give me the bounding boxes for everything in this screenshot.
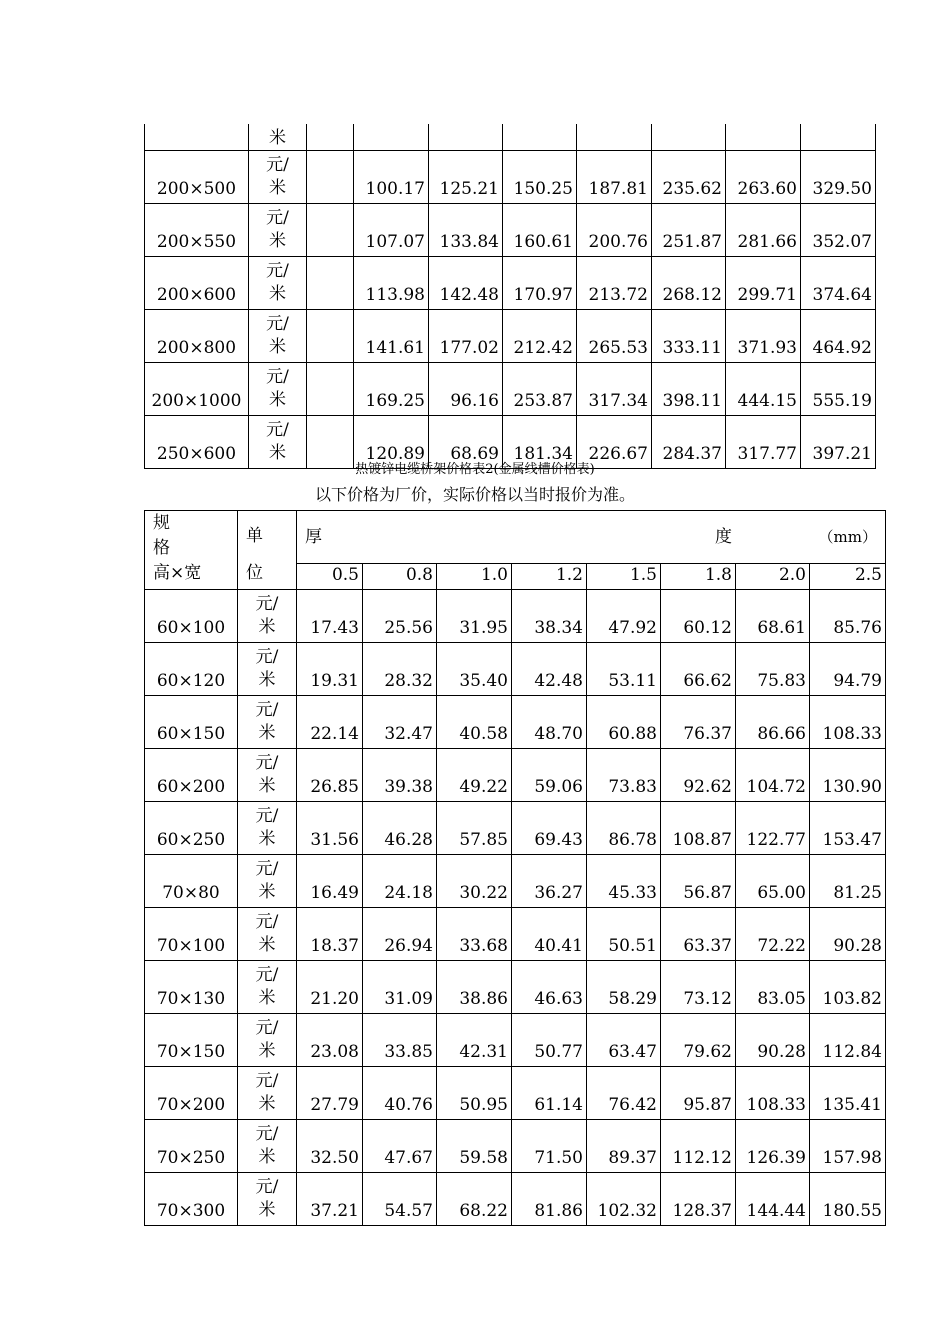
price-cell: 83.05 (736, 960, 810, 1013)
price-table-2 (144, 510, 886, 1226)
price-cell: 76.37 (661, 695, 736, 748)
unit-cell: 元/ 米 (249, 363, 307, 416)
spec-cell: 70×130 (145, 960, 238, 1013)
table-row (145, 801, 886, 854)
price-cell: 40.76 (363, 1066, 437, 1119)
price-cell: 68.61 (736, 589, 810, 642)
unit-cell: 元/ 米 (238, 642, 297, 695)
price-cell: 23.08 (297, 1013, 363, 1066)
spec-cell: 250×600 (145, 416, 249, 469)
price-cell: 28.32 (363, 642, 437, 695)
price-cell: 226.67 (577, 416, 652, 469)
table-row (145, 748, 886, 801)
unit-cell: 米 (249, 124, 307, 151)
spec-cell: 60×150 (145, 695, 238, 748)
price-cell: 63.37 (661, 907, 736, 960)
price-cell: 33.85 (363, 1013, 437, 1066)
price-cell: 58.29 (587, 960, 661, 1013)
price-cell: 46.63 (512, 960, 587, 1013)
price-cell: 60.88 (587, 695, 661, 748)
price-cell: 265.53 (577, 310, 652, 363)
price-cell: 32.50 (297, 1119, 363, 1172)
price-cell: 65.00 (736, 854, 810, 907)
empty-cell (307, 257, 354, 310)
table-row (145, 854, 886, 907)
price-cell: 92.62 (661, 748, 736, 801)
price-cell: 76.42 (587, 1066, 661, 1119)
price-cell: 81.86 (512, 1172, 587, 1225)
price-cell: 177.02 (429, 310, 503, 363)
price-cell: 26.85 (297, 748, 363, 801)
price-cell: 50.77 (512, 1013, 587, 1066)
price-cell: 48.70 (512, 695, 587, 748)
price-cell: 79.62 (661, 1013, 736, 1066)
price-cell: 85.76 (810, 589, 886, 642)
thickness-cell: 2.5 (810, 564, 886, 590)
unit-cell: 元/ 米 (238, 1066, 297, 1119)
price-cell: 142.48 (429, 257, 503, 310)
price-cell: 317.77 (726, 416, 801, 469)
price-cell: 122.77 (736, 801, 810, 854)
table-row (145, 960, 886, 1013)
price-cell: 160.61 (503, 204, 577, 257)
price-cell: 75.83 (736, 642, 810, 695)
price-cell: 251.87 (652, 204, 726, 257)
price-cell: 32.47 (363, 695, 437, 748)
price-cell: 42.48 (512, 642, 587, 695)
spec-cell: 60×200 (145, 748, 238, 801)
price-cell: 95.87 (661, 1066, 736, 1119)
thickness-cell: 0.5 (297, 564, 363, 590)
price-cell: 16.49 (297, 854, 363, 907)
thickness-header: 厚 度 （mm） (297, 511, 886, 564)
price-cell: 19.31 (297, 642, 363, 695)
price-cell: 130.90 (810, 748, 886, 801)
table1-body (145, 124, 876, 469)
table-row (145, 1172, 886, 1225)
price-cell: 53.11 (587, 642, 661, 695)
price-cell: 35.40 (437, 642, 512, 695)
price-cell: 60.12 (661, 589, 736, 642)
thickness-cell: 1.0 (437, 564, 512, 590)
empty-cell (307, 151, 354, 204)
unit-cell: 元/ 米 (238, 907, 297, 960)
thickness-cell: 0.8 (363, 564, 437, 590)
thickness-cell: 2.0 (736, 564, 810, 590)
table-row (145, 1013, 886, 1066)
empty-cell (307, 363, 354, 416)
table-row (145, 907, 886, 960)
header-row (145, 511, 886, 564)
price-cell: 212.42 (503, 310, 577, 363)
empty-cell (307, 204, 354, 257)
price-cell: 90.28 (736, 1013, 810, 1066)
price-cell: 59.58 (437, 1119, 512, 1172)
price-cell: 73.83 (587, 748, 661, 801)
price-cell: 94.79 (810, 642, 886, 695)
price-cell: 59.06 (512, 748, 587, 801)
price-cell: 26.94 (363, 907, 437, 960)
thickness-cell: 1.2 (512, 564, 587, 590)
price-cell: 68.22 (437, 1172, 512, 1225)
price-cell: 187.81 (577, 151, 652, 204)
price-cell: 235.62 (652, 151, 726, 204)
unit-cell: 元/ 米 (249, 204, 307, 257)
price-cell: 126.39 (736, 1119, 810, 1172)
price-cell: 21.20 (297, 960, 363, 1013)
spec-cell: 70×200 (145, 1066, 238, 1119)
spec-header: 规 格 高×宽 (145, 511, 238, 590)
price-cell: 69.43 (512, 801, 587, 854)
unit-cell: 元/ 米 (238, 854, 297, 907)
price-cell: 108.87 (661, 801, 736, 854)
price-cell: 144.44 (736, 1172, 810, 1225)
price-cell: 81.25 (810, 854, 886, 907)
price-cell: 38.34 (512, 589, 587, 642)
table-row (145, 642, 886, 695)
unit-cell: 元/ 米 (238, 748, 297, 801)
table2-body (145, 511, 886, 1226)
price-cell: 89.37 (587, 1119, 661, 1172)
price-cell: 30.22 (437, 854, 512, 907)
price-cell: 17.43 (297, 589, 363, 642)
spec-cell: 60×250 (145, 801, 238, 854)
price-cell: 68.69 (429, 416, 503, 469)
price-cell: 49.22 (437, 748, 512, 801)
spec-cell: 70×300 (145, 1172, 238, 1225)
price-cell: 33.68 (437, 907, 512, 960)
price-cell: 120.89 (354, 416, 429, 469)
price-cell: 108.33 (810, 695, 886, 748)
table2-title: 热镀锌电缆桥架价格表2(金属线槽价格表) (355, 462, 595, 477)
table-row (145, 124, 876, 151)
price-cell: 27.79 (297, 1066, 363, 1119)
price-cell: 66.62 (661, 642, 736, 695)
spec-cell: 200×800 (145, 310, 249, 363)
unit-cell: 元/ 米 (238, 589, 297, 642)
price-cell: 181.34 (503, 416, 577, 469)
price-cell: 73.12 (661, 960, 736, 1013)
price-cell: 397.21 (801, 416, 876, 469)
price-cell: 333.11 (652, 310, 726, 363)
price-cell: 96.16 (429, 363, 503, 416)
price-cell: 157.98 (810, 1119, 886, 1172)
price-cell: 371.93 (726, 310, 801, 363)
price-cell: 31.95 (437, 589, 512, 642)
unit-cell: 元/ 米 (249, 257, 307, 310)
spec-cell: 70×80 (145, 854, 238, 907)
price-cell: 299.71 (726, 257, 801, 310)
price-note: 以下价格为厂价，实际价格以当时报价为准。 (314, 485, 635, 504)
unit-cell: 元/ 米 (238, 801, 297, 854)
price-cell: 268.12 (652, 257, 726, 310)
price-cell: 200.76 (577, 204, 652, 257)
price-cell: 40.58 (437, 695, 512, 748)
price-cell: 352.07 (801, 204, 876, 257)
price-cell: 170.97 (503, 257, 577, 310)
table-row (145, 1119, 886, 1172)
price-cell: 42.31 (437, 1013, 512, 1066)
table-row (145, 310, 876, 363)
price-cell: 72.22 (736, 907, 810, 960)
table-row (145, 257, 876, 310)
price-cell: 104.72 (736, 748, 810, 801)
spec-cell: 70×100 (145, 907, 238, 960)
price-cell: 253.87 (503, 363, 577, 416)
price-cell: 113.98 (354, 257, 429, 310)
price-cell: 555.19 (801, 363, 876, 416)
price-cell: 263.60 (726, 151, 801, 204)
empty-cell (307, 310, 354, 363)
price-cell: 128.37 (661, 1172, 736, 1225)
price-cell: 25.56 (363, 589, 437, 642)
price-cell: 90.28 (810, 907, 886, 960)
unit-cell: 元/ 米 (238, 1013, 297, 1066)
price-cell: 47.67 (363, 1119, 437, 1172)
price-cell: 112.12 (661, 1119, 736, 1172)
spec-cell: 70×150 (145, 1013, 238, 1066)
price-cell: 54.57 (363, 1172, 437, 1225)
price-cell: 329.50 (801, 151, 876, 204)
price-cell: 464.92 (801, 310, 876, 363)
price-cell: 103.82 (810, 960, 886, 1013)
price-cell: 50.95 (437, 1066, 512, 1119)
table-row (145, 204, 876, 257)
unit-cell: 元/ 米 (238, 695, 297, 748)
price-cell: 38.86 (437, 960, 512, 1013)
price-cell: 63.47 (587, 1013, 661, 1066)
unit-cell: 元/ 米 (249, 310, 307, 363)
table-row (145, 151, 876, 204)
thickness-cell: 1.8 (661, 564, 736, 590)
table-row (145, 589, 886, 642)
price-cell: 47.92 (587, 589, 661, 642)
price-cell: 86.66 (736, 695, 810, 748)
price-cell: 133.84 (429, 204, 503, 257)
spec-cell: 200×600 (145, 257, 249, 310)
thickness-cell: 1.5 (587, 564, 661, 590)
price-cell: 45.33 (587, 854, 661, 907)
price-cell: 56.87 (661, 854, 736, 907)
price-cell: 317.34 (577, 363, 652, 416)
price-cell: 39.38 (363, 748, 437, 801)
unit-cell: 元/ 米 (249, 416, 307, 469)
price-cell: 153.47 (810, 801, 886, 854)
price-cell: 135.41 (810, 1066, 886, 1119)
price-cell: 150.25 (503, 151, 577, 204)
table-row (145, 1066, 886, 1119)
price-cell: 284.37 (652, 416, 726, 469)
unit-cell: 元/ 米 (238, 1172, 297, 1225)
unit-cell: 元/ 米 (238, 1119, 297, 1172)
price-cell: 125.21 (429, 151, 503, 204)
price-cell: 40.41 (512, 907, 587, 960)
price-cell: 24.18 (363, 854, 437, 907)
price-cell: 112.84 (810, 1013, 886, 1066)
price-cell: 22.14 (297, 695, 363, 748)
price-cell: 281.66 (726, 204, 801, 257)
price-cell: 108.33 (736, 1066, 810, 1119)
price-cell: 213.72 (577, 257, 652, 310)
price-cell: 107.07 (354, 204, 429, 257)
price-cell: 31.56 (297, 801, 363, 854)
unit-header: 单 位 (238, 511, 297, 590)
price-cell: 36.27 (512, 854, 587, 907)
spec-cell: 60×120 (145, 642, 238, 695)
price-cell: 100.17 (354, 151, 429, 204)
spec-cell: 200×500 (145, 151, 249, 204)
price-cell: 57.85 (437, 801, 512, 854)
price-cell: 374.64 (801, 257, 876, 310)
price-cell: 46.28 (363, 801, 437, 854)
price-cell: 398.11 (652, 363, 726, 416)
price-cell: 86.78 (587, 801, 661, 854)
price-cell: 31.09 (363, 960, 437, 1013)
price-cell: 37.21 (297, 1172, 363, 1225)
price-cell: 169.25 (354, 363, 429, 416)
price-cell: 180.55 (810, 1172, 886, 1225)
price-table-1 (144, 124, 876, 469)
spec-cell: 70×250 (145, 1119, 238, 1172)
unit-cell: 元/ 米 (238, 960, 297, 1013)
price-cell: 50.51 (587, 907, 661, 960)
price-cell: 71.50 (512, 1119, 587, 1172)
price-cell: 18.37 (297, 907, 363, 960)
price-cell: 61.14 (512, 1066, 587, 1119)
price-cell: 102.32 (587, 1172, 661, 1225)
spec-cell: 200×550 (145, 204, 249, 257)
spec-cell: 60×100 (145, 589, 238, 642)
table-row (145, 695, 886, 748)
price-cell: 141.61 (354, 310, 429, 363)
spec-cell: 200×1000 (145, 363, 249, 416)
table-row (145, 363, 876, 416)
price-cell: 444.15 (726, 363, 801, 416)
unit-cell: 元/ 米 (249, 151, 307, 204)
